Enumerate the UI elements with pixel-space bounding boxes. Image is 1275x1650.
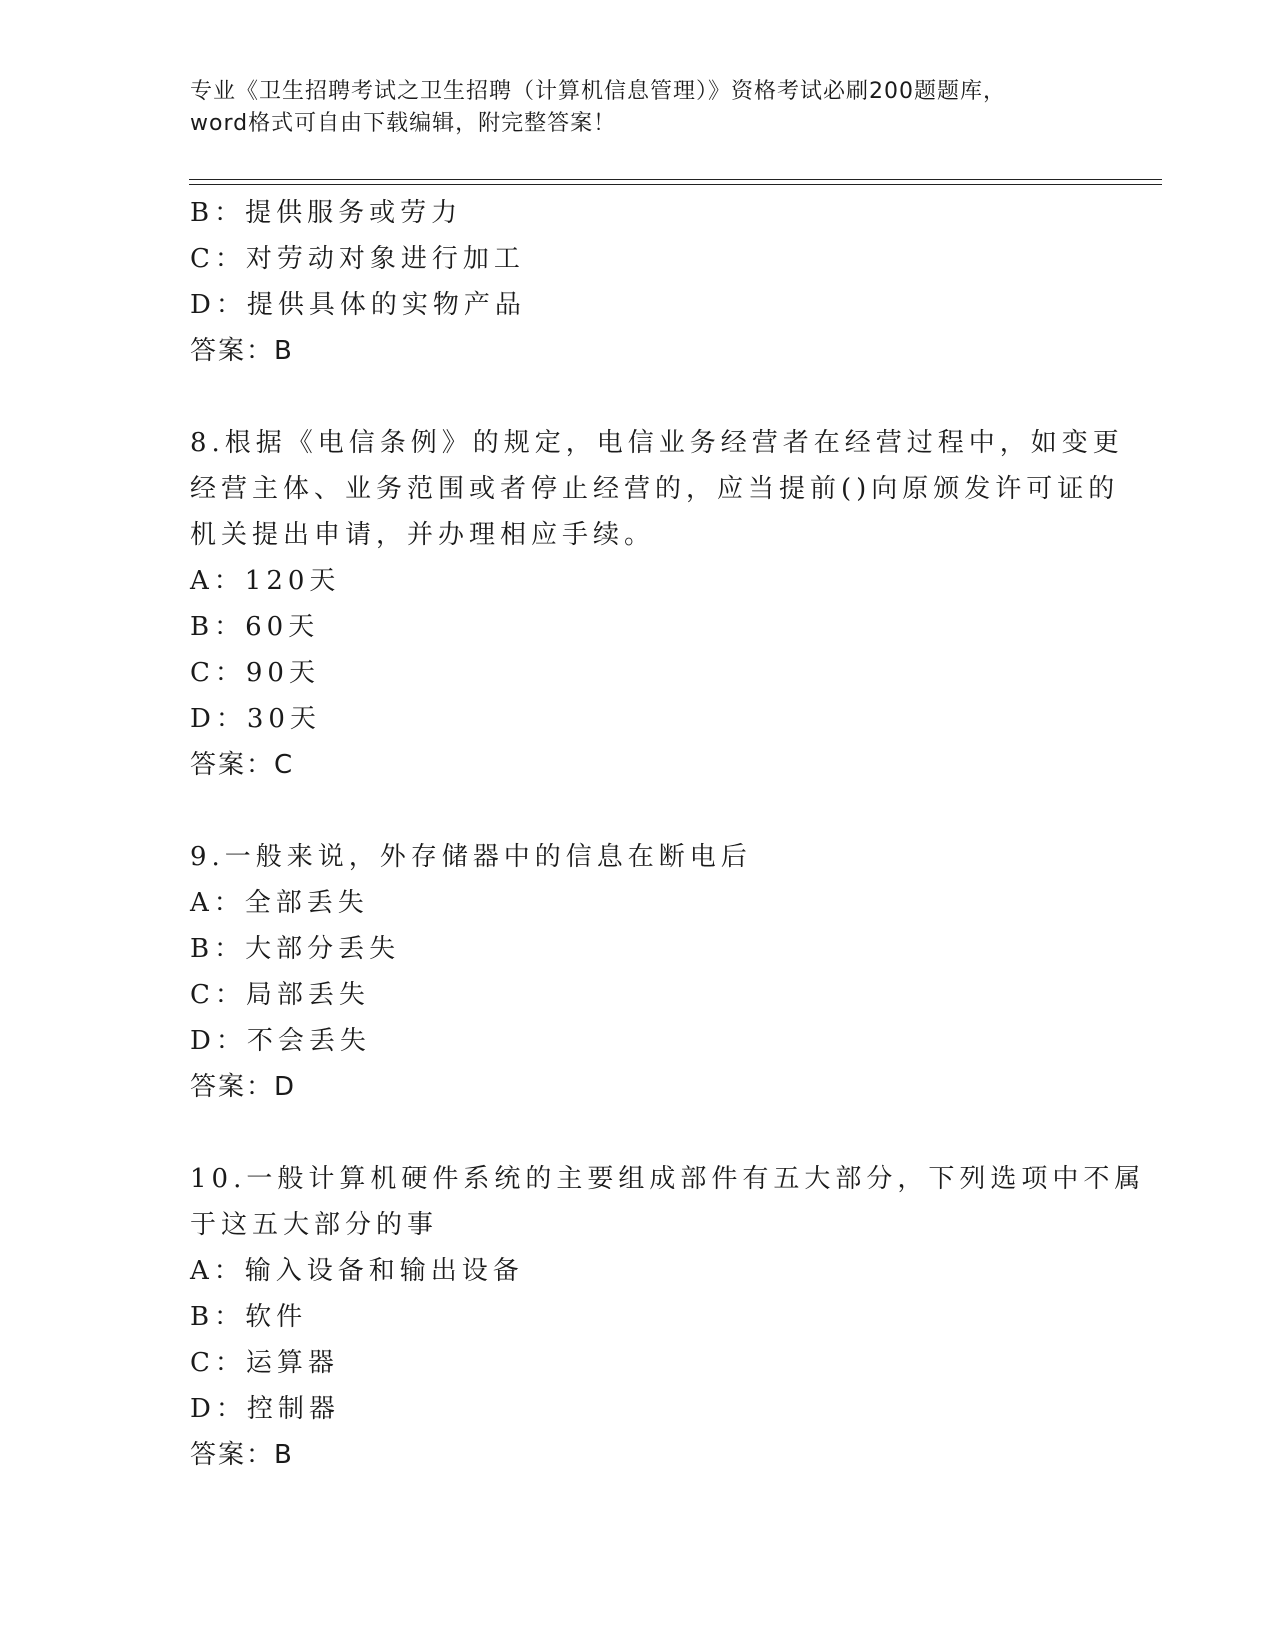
spacer bbox=[190, 374, 1090, 420]
option-c: C：局部丢失 bbox=[190, 980, 370, 1010]
question-list bbox=[190, 190, 1146, 1478]
answer-line: 答案：C bbox=[190, 750, 295, 780]
question-stem-line: 机关提出申请，并办理相应手续。 bbox=[190, 520, 656, 550]
question-10 bbox=[190, 1156, 1146, 1478]
option-c: C：对劳动对象进行加工 bbox=[190, 244, 525, 274]
header-title-line-2: word格式可自由下载编辑，附完整答案！ bbox=[190, 111, 617, 136]
answer-line: 答案：D bbox=[190, 1072, 297, 1102]
option-c: C：90天 bbox=[190, 658, 320, 688]
question-stem-line: 10.一般计算机硬件系统的主要组成部件有五大部分，下列选项中不属 bbox=[190, 1164, 1146, 1194]
option-a: A：120天 bbox=[190, 566, 341, 596]
option-b: B：大部分丢失 bbox=[190, 934, 401, 964]
question-stem-line: 9.一般来说，外存储器中的信息在断电后 bbox=[190, 842, 752, 872]
option-a: A：输入设备和输出设备 bbox=[190, 1256, 524, 1286]
header-title-line-1: 专业《卫生招聘考试之卫生招聘（计算机信息管理）》资格考试必刷200题题库， bbox=[190, 79, 1006, 104]
header-rule-top bbox=[189, 179, 1162, 180]
answer-line: 答案：B bbox=[190, 336, 294, 366]
question-9 bbox=[190, 834, 1090, 1110]
option-d: D：提供具体的实物产品 bbox=[190, 290, 526, 320]
option-a: A：全部丢失 bbox=[190, 888, 369, 918]
question-stem-line: 于这五大部分的事 bbox=[190, 1210, 439, 1240]
question-8 bbox=[190, 420, 1124, 788]
question-stem-line: 8.根据《电信条例》的规定，电信业务经营者在经营过程中，如变更 bbox=[190, 428, 1124, 458]
header-rule-bottom bbox=[189, 184, 1162, 185]
option-d: D：控制器 bbox=[190, 1394, 340, 1424]
answer-line: 答案：B bbox=[190, 1440, 294, 1470]
question-7-continuation bbox=[190, 190, 1090, 374]
option-c: C：运算器 bbox=[190, 1348, 339, 1378]
option-d: D：30天 bbox=[190, 704, 321, 734]
option-b: B：软件 bbox=[190, 1302, 308, 1332]
spacer bbox=[190, 788, 1090, 834]
spacer bbox=[190, 1110, 1090, 1156]
question-stem-line: 经营主体、业务范围或者停止经营的，应当提前()向原颁发许可证的 bbox=[190, 474, 1120, 504]
option-b: B：60天 bbox=[190, 612, 320, 642]
option-b: B：提供服务或劳力 bbox=[190, 198, 463, 228]
document-header bbox=[190, 76, 1090, 140]
option-d: D：不会丢失 bbox=[190, 1026, 371, 1056]
